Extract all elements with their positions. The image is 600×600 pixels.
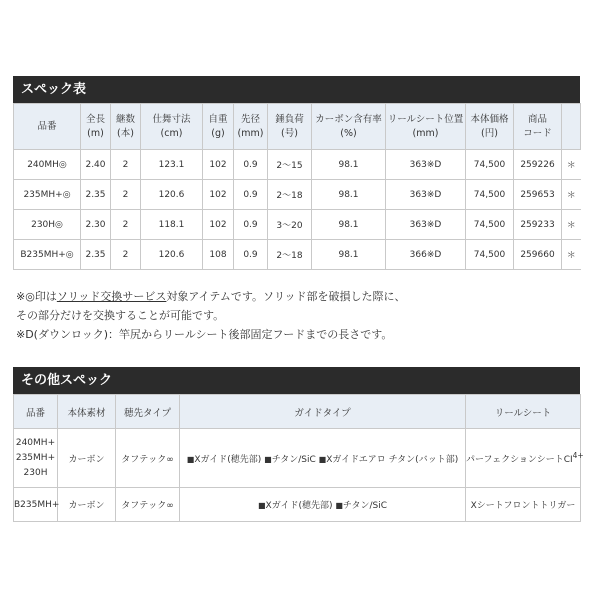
table-cell: 74,500 bbox=[466, 180, 514, 210]
col-header bbox=[203, 104, 234, 150]
table-cell: 363※D bbox=[386, 210, 466, 240]
col-header-unit: (円) bbox=[481, 127, 498, 139]
guide-type-cell bbox=[180, 429, 466, 488]
table-cell: 259233 bbox=[514, 210, 562, 240]
note-text: 対象アイテムです。ソリッド部を破損した際に、 bbox=[166, 290, 406, 303]
col-header: 品番 bbox=[14, 395, 58, 429]
col-header bbox=[386, 104, 466, 150]
mark-cell: ＊ bbox=[562, 210, 581, 240]
table-cell: 2.40 bbox=[81, 150, 111, 180]
col-header bbox=[268, 104, 312, 150]
table-cell: 0.9 bbox=[234, 210, 268, 240]
col-header-text: カーボン含有率 bbox=[315, 113, 382, 125]
table-cell: 366※D bbox=[386, 240, 466, 270]
model-cell: B235MH+ bbox=[14, 488, 58, 522]
col-header: リールシート bbox=[466, 395, 581, 429]
spec-table bbox=[13, 103, 581, 270]
table-row bbox=[14, 150, 581, 180]
guide-text: Xガイドエアロ チタン(バット部) bbox=[326, 454, 459, 465]
table-cell: 2.35 bbox=[81, 180, 111, 210]
col-header-unit: (本) bbox=[117, 127, 134, 139]
tip-type-cell: タフテック∞ bbox=[116, 488, 180, 522]
table-cell: 2～15 bbox=[268, 150, 312, 180]
square-bullet-icon: ■ bbox=[257, 501, 266, 510]
table-cell: 363※D bbox=[386, 150, 466, 180]
table-cell: 363※D bbox=[386, 180, 466, 210]
table-cell: 74,500 bbox=[466, 210, 514, 240]
square-bullet-icon: ■ bbox=[318, 454, 327, 464]
table-cell: 102 bbox=[203, 150, 234, 180]
col-header bbox=[514, 104, 562, 150]
other-header-row bbox=[14, 395, 581, 429]
note-line-3: ※D(ダウンロック)：竿尻からリールシート後部固定フードまでの長さです。 bbox=[16, 328, 393, 341]
col-header-text: 商品 bbox=[527, 113, 547, 125]
col-header-unit: (cm) bbox=[160, 127, 183, 139]
spec-section-title: スペック表 bbox=[13, 76, 580, 103]
material-cell: カーボン bbox=[58, 488, 116, 522]
table-cell: 2 bbox=[111, 210, 141, 240]
reel-seat-text: パーフェクションシートCI bbox=[466, 455, 573, 465]
col-header-unit: (mm) bbox=[237, 127, 264, 139]
col-header bbox=[312, 104, 386, 150]
square-bullet-icon: ■ bbox=[186, 454, 195, 464]
table-cell: 0.9 bbox=[234, 150, 268, 180]
spec-header-row bbox=[14, 104, 581, 150]
col-header-blank bbox=[562, 104, 581, 150]
table-cell: 120.6 bbox=[141, 240, 203, 270]
square-bullet-icon: ■ bbox=[264, 454, 272, 464]
col-header-unit: (mm) bbox=[412, 127, 439, 139]
solid-exchange-service-link[interactable]: ソリッド交換サービス bbox=[56, 290, 167, 303]
table-cell: 98.1 bbox=[312, 240, 386, 270]
model-name: 230H bbox=[23, 467, 48, 478]
table-row bbox=[14, 429, 581, 488]
tip-type-cell: タフテック∞ bbox=[116, 429, 180, 488]
table-row bbox=[14, 180, 581, 210]
guide-text: チタン/SiC bbox=[271, 454, 316, 465]
model-cell: 235MH+◎ bbox=[14, 180, 81, 210]
table-row bbox=[14, 210, 581, 240]
table-cell: 2～18 bbox=[268, 240, 312, 270]
material-cell: カーボン bbox=[58, 429, 116, 488]
table-cell: 0.9 bbox=[234, 240, 268, 270]
col-header-text: リールシート位置 bbox=[387, 113, 464, 125]
col-header-text: 本体価格 bbox=[470, 113, 509, 125]
table-cell: 120.6 bbox=[141, 180, 203, 210]
table-cell: 259653 bbox=[514, 180, 562, 210]
table-cell: 74,500 bbox=[466, 240, 514, 270]
table-cell: 102 bbox=[203, 210, 234, 240]
col-header: ガイドタイプ bbox=[180, 395, 466, 429]
table-cell: 259226 bbox=[514, 150, 562, 180]
model-name: 235MH+ bbox=[15, 452, 56, 463]
col-header: 穂先タイプ bbox=[116, 395, 180, 429]
col-header-unit: コード bbox=[523, 127, 552, 139]
model-cell: 230H◎ bbox=[14, 210, 81, 240]
spec-notes bbox=[16, 287, 406, 344]
table-cell: 2.30 bbox=[81, 210, 111, 240]
table-cell: 0.9 bbox=[234, 180, 268, 210]
note-line-1 bbox=[16, 287, 406, 306]
other-spec-section-title: その他スペック bbox=[13, 367, 580, 394]
table-cell: 2.35 bbox=[81, 240, 111, 270]
note-text: ※◎印は bbox=[16, 290, 57, 303]
col-header-text: 先径 bbox=[240, 113, 260, 125]
table-cell: 102 bbox=[203, 180, 234, 210]
col-header-text: 継数 bbox=[115, 113, 135, 125]
model-cell bbox=[14, 429, 58, 488]
col-header-text: 全長 bbox=[85, 113, 105, 125]
reel-seat-cell: Xシートフロントトリガー bbox=[466, 488, 581, 522]
guide-text: Xガイド(穂先部) bbox=[194, 454, 262, 465]
table-cell: 2 bbox=[111, 180, 141, 210]
other-spec-table bbox=[13, 394, 584, 522]
table-row bbox=[14, 240, 581, 270]
reel-seat-sup: 4+ bbox=[572, 451, 584, 460]
guide-text: チタン/SiC bbox=[342, 501, 387, 511]
table-cell: 2 bbox=[111, 150, 141, 180]
guide-type-cell bbox=[180, 488, 466, 522]
table-cell: 118.1 bbox=[141, 210, 203, 240]
guide-text: Xガイド(穂先部) bbox=[265, 501, 333, 511]
square-bullet-icon: ■ bbox=[335, 501, 343, 510]
table-cell: 2 bbox=[111, 240, 141, 270]
col-header: 本体素材 bbox=[58, 395, 116, 429]
col-header: 品番 bbox=[14, 104, 81, 150]
mark-cell: ＊ bbox=[562, 150, 581, 180]
mark-cell: ＊ bbox=[562, 180, 581, 210]
table-cell: 98.1 bbox=[312, 180, 386, 210]
col-header-text: 自重 bbox=[208, 113, 228, 125]
col-header-unit: (号) bbox=[281, 127, 298, 139]
reel-seat-cell bbox=[466, 429, 584, 488]
model-cell: B235MH+◎ bbox=[14, 240, 81, 270]
table-row bbox=[14, 488, 581, 522]
table-cell: 98.1 bbox=[312, 150, 386, 180]
note-line-2: その部分だけを交換することが可能です。 bbox=[16, 309, 225, 322]
col-header bbox=[141, 104, 203, 150]
table-cell: 259660 bbox=[514, 240, 562, 270]
col-header bbox=[466, 104, 514, 150]
col-header-unit: (m) bbox=[87, 127, 104, 139]
col-header-text: 仕舞寸法 bbox=[152, 113, 191, 125]
col-header bbox=[81, 104, 111, 150]
col-header-unit: (g) bbox=[211, 127, 225, 139]
table-cell: 108 bbox=[203, 240, 234, 270]
table-cell: 3～20 bbox=[268, 210, 312, 240]
model-cell: 240MH◎ bbox=[14, 150, 81, 180]
col-header-unit: (%) bbox=[340, 127, 357, 139]
col-header bbox=[234, 104, 268, 150]
table-cell: 123.1 bbox=[141, 150, 203, 180]
mark-cell: ＊ bbox=[562, 240, 581, 270]
table-cell: 2～18 bbox=[268, 180, 312, 210]
model-name: 240MH+ bbox=[15, 437, 56, 448]
col-header-text: 錘負荷 bbox=[275, 113, 304, 125]
col-header bbox=[111, 104, 141, 150]
table-cell: 74,500 bbox=[466, 150, 514, 180]
table-cell: 98.1 bbox=[312, 210, 386, 240]
